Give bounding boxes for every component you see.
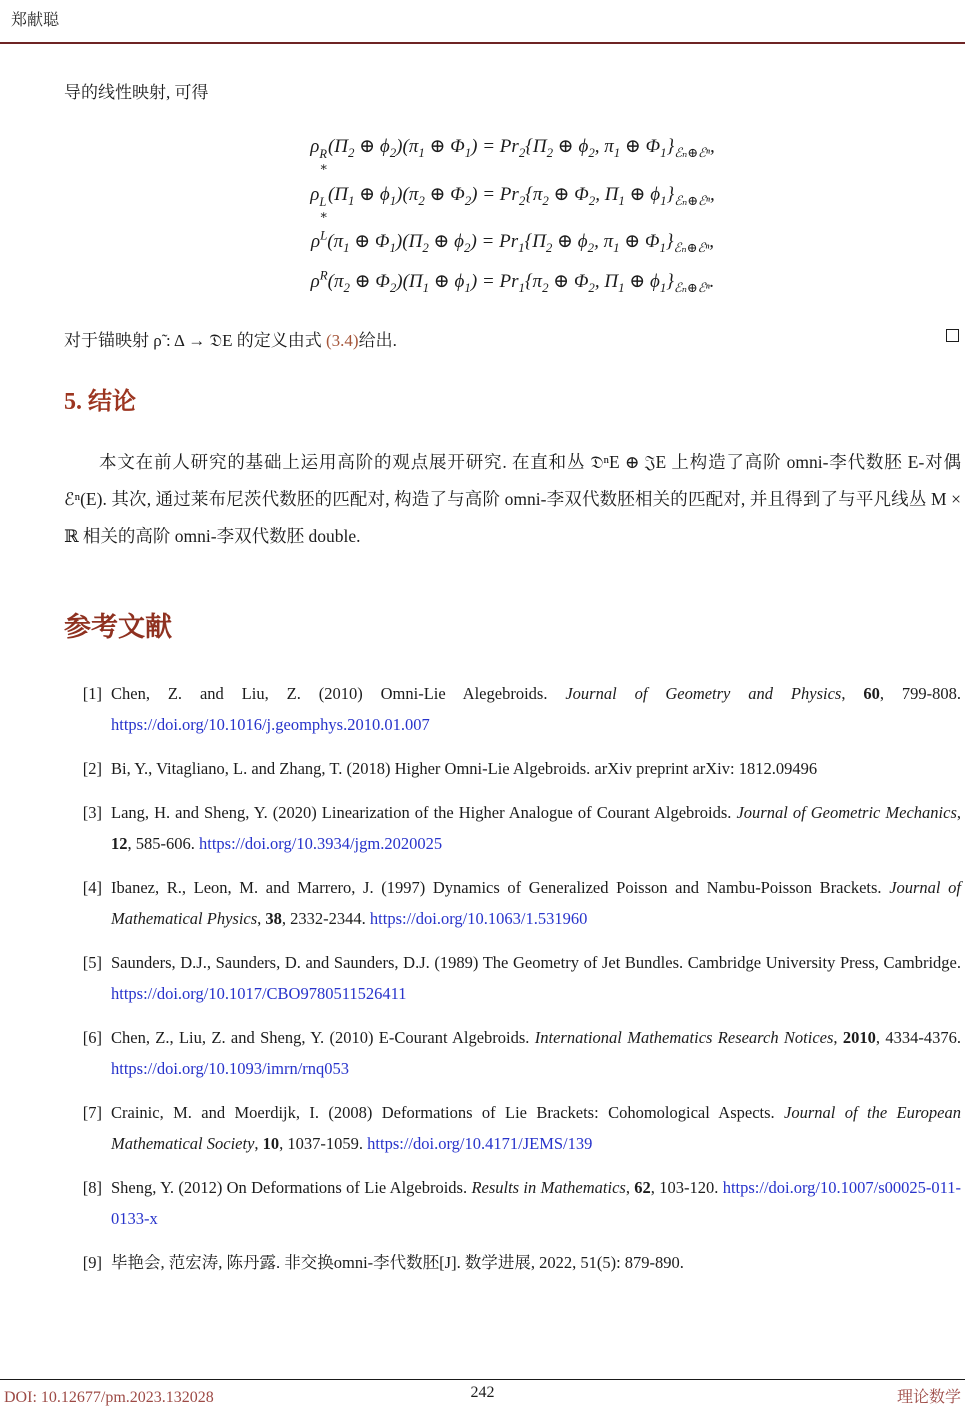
intro-text: 导的线性映射, 可得 bbox=[64, 83, 209, 102]
reference-text: Ibanez, R., Leon, M. and Marrero, J. (1997) Dynamics of Generalized Poisson and Nambu-Poisson Brackets. Journal of Mathematical Physics, 38, 2332-2344. https://doi.org/10.1063/1.531960 bbox=[111, 878, 961, 929]
reference-text: Chen, Z. and Liu, Z. (2010) Omni-Lie Alegebroids. Journal of Geometry and Physics, 60, 799-808. https://doi.org/10.1016/j.geomphys.2010.01.007 bbox=[111, 684, 962, 735]
reference-item bbox=[72, 678, 961, 740]
doi-link[interactable]: https://doi.org/10.3934/jgm.2020025 bbox=[199, 834, 443, 854]
reference-label: [3] bbox=[82, 803, 102, 823]
reference-item bbox=[72, 1022, 961, 1084]
display-equations bbox=[64, 127, 961, 302]
reference-text: Lang, H. and Sheng, Y. (2020) Linearization of the Higher Analogue of Courant Algebroids. Journal of Geometric Mechanics, 12, 585-606. https://doi.org/10.3934/jgm.2020025 bbox=[111, 803, 961, 854]
reference-item bbox=[72, 797, 961, 859]
page-number: 242 bbox=[470, 1384, 495, 1401]
footer-doi-link[interactable]: DOI: 10.12677/pm.2023.132028 bbox=[4, 1389, 214, 1406]
reference-label: [1] bbox=[82, 684, 102, 704]
reference-label: [4] bbox=[82, 878, 102, 898]
equation-line: ρ L ∗ ($\Pi_1$ ⊕ $\phi_1)(\pi_2$ ⊕ $\Phi_2) = Pr_2\{\pi_2$ ⊕ $\Phi_2$, $\Pi_1$ ⊕ $\phi_1\}_{ℰ_n\oplus ℰ^n}$, bbox=[310, 183, 715, 223]
section-heading-conclusion: 5. 结论 bbox=[64, 389, 136, 416]
equation-line: $\rho^L(\pi_1$ ⊕ $\Phi_1)(\Pi_2$ ⊕ $\phi_2) = Pr_1\{\Pi_2$ ⊕ $\phi_2$, $\pi_1$ ⊕ $\Phi_1\}_{ℰ_n\oplus ℰ^n}$, bbox=[310, 227, 715, 256]
doi-link[interactable]: https://doi.org/10.4171/JEMS/139 bbox=[367, 1134, 593, 1154]
journal-name: 理论数学 bbox=[896, 1389, 961, 1406]
main-content bbox=[0, 78, 965, 1278]
reference-label: [6] bbox=[82, 1028, 102, 1048]
doi-link[interactable]: https://doi.org/10.1016/j.geomphys.2010.01.007 bbox=[111, 715, 430, 735]
reference-item bbox=[72, 872, 961, 934]
equation-line: ρ R ∗ ($\Pi_2$ ⊕ $\phi_2)(\pi_1$ ⊕ $\Phi_1) = Pr_2\{\Pi_2$ ⊕ $\phi_2$, $\pi_1$ ⊕ $\Phi_1\}_{ℰ_n\oplus ℰ^n}$, bbox=[310, 136, 715, 175]
reference-text: Chen, Z., Liu, Z. and Sheng, Y. (2010) E-Courant Algebroids. International Mathematics Research Notices, 2010, 4334-4376. https://doi.org/10.1093/imrn/rnq053 bbox=[111, 1028, 961, 1079]
reference-text: Bi, Y., Vitagliano, L. and Zhang, T. (2018) Higher Omni-Lie Algebroids. arXiv preprint arXiv: 1812.09496 bbox=[111, 759, 818, 779]
header-rule bbox=[0, 42, 965, 44]
reference-item bbox=[72, 1097, 961, 1159]
anchor-map-line bbox=[64, 326, 961, 351]
reference-list bbox=[72, 678, 961, 1278]
reference-label: [2] bbox=[82, 759, 102, 779]
reference-item bbox=[72, 1172, 961, 1234]
doi-link[interactable]: https://doi.org/10.1017/CBO9780511526411 bbox=[111, 984, 407, 1004]
reference-text: Sheng, Y. (2012) On Deformations of Lie Algebroids. Results in Mathematics, 62, 103-120. https://doi.org/10.1007/s00025-011-0133-x bbox=[111, 1178, 962, 1229]
doi-link[interactable]: https://doi.org/10.1007/s00025-011-0133-x bbox=[111, 1178, 962, 1229]
doi-link[interactable]: https://doi.org/10.1063/1.531960 bbox=[369, 909, 588, 929]
doi-link[interactable]: https://doi.org/10.1093/imrn/rnq053 bbox=[111, 1059, 350, 1079]
equation-line: $\rho^R(\pi_2$ ⊕ $\Phi_2)(\Pi_1$ ⊕ $\phi_1) = Pr_1\{\pi_2$ ⊕ $\Phi_2$, $\Pi_1$ ⊕ $\phi_1\}_{ℰ_n\oplus ℰ^n}$. bbox=[310, 267, 715, 296]
equation-ref-link[interactable]: (3.4) bbox=[326, 331, 359, 351]
reference-label: [5] bbox=[82, 953, 102, 973]
reference-text: Saunders, D.J., Saunders, D. and Saunders, D.J. (1989) The Geometry of Jet Bundles. Cambridge University Press, Cambridge. https://doi.org/10.1017/CBO9780511526411 bbox=[111, 953, 961, 1004]
footer-rule bbox=[0, 1379, 965, 1380]
reference-text: Crainic, M. and Moerdijk, I. (2008) Deformations of Lie Brackets: Cohomological Aspects. Journal of the European Mathematical Society, 10, 1037-1059. https://doi.org/10.4171/JEMS/139 bbox=[111, 1103, 961, 1154]
reference-item bbox=[72, 753, 961, 784]
running-head-author: 郑献聪 bbox=[11, 12, 60, 29]
reference-text: 毕艳会, 范宏涛, 陈丹露. 非交换omni-李代数胚[J]. 数学进展, 2022, 51(5): 879-890. bbox=[111, 1253, 684, 1273]
reference-item bbox=[72, 1247, 961, 1278]
reference-label: [7] bbox=[82, 1103, 102, 1123]
reference-item bbox=[72, 947, 961, 1009]
references-heading: 参考文献 bbox=[64, 612, 172, 643]
qed-tombstone-icon bbox=[946, 329, 959, 342]
reference-label: [9] bbox=[82, 1253, 102, 1273]
footer bbox=[0, 1384, 965, 1407]
conclusion-paragraph: 本文在前人研究的基础上运用高阶的观点展开研究. 在直和丛 𝔇ⁿE ⊕ 𝔍E 上构造了高阶 omni-李代数胚 E-对偶 ℰⁿ(E). 其次, 通过莱布尼茨代数胚的匹配对, 构造了与高阶 omni-李双代数胚相关的匹配对, 并且得到了与平凡线丛 M × ℝ 相关的高阶 omni-李双代数胚 double. bbox=[64, 452, 961, 547]
anchor-line-prefix: 对于锚映射 ρ̃ : Δ → 𝔇E 的定义由式 bbox=[64, 331, 327, 351]
reference-label: [8] bbox=[82, 1178, 102, 1198]
anchor-line-suffix: 给出. bbox=[358, 331, 397, 351]
